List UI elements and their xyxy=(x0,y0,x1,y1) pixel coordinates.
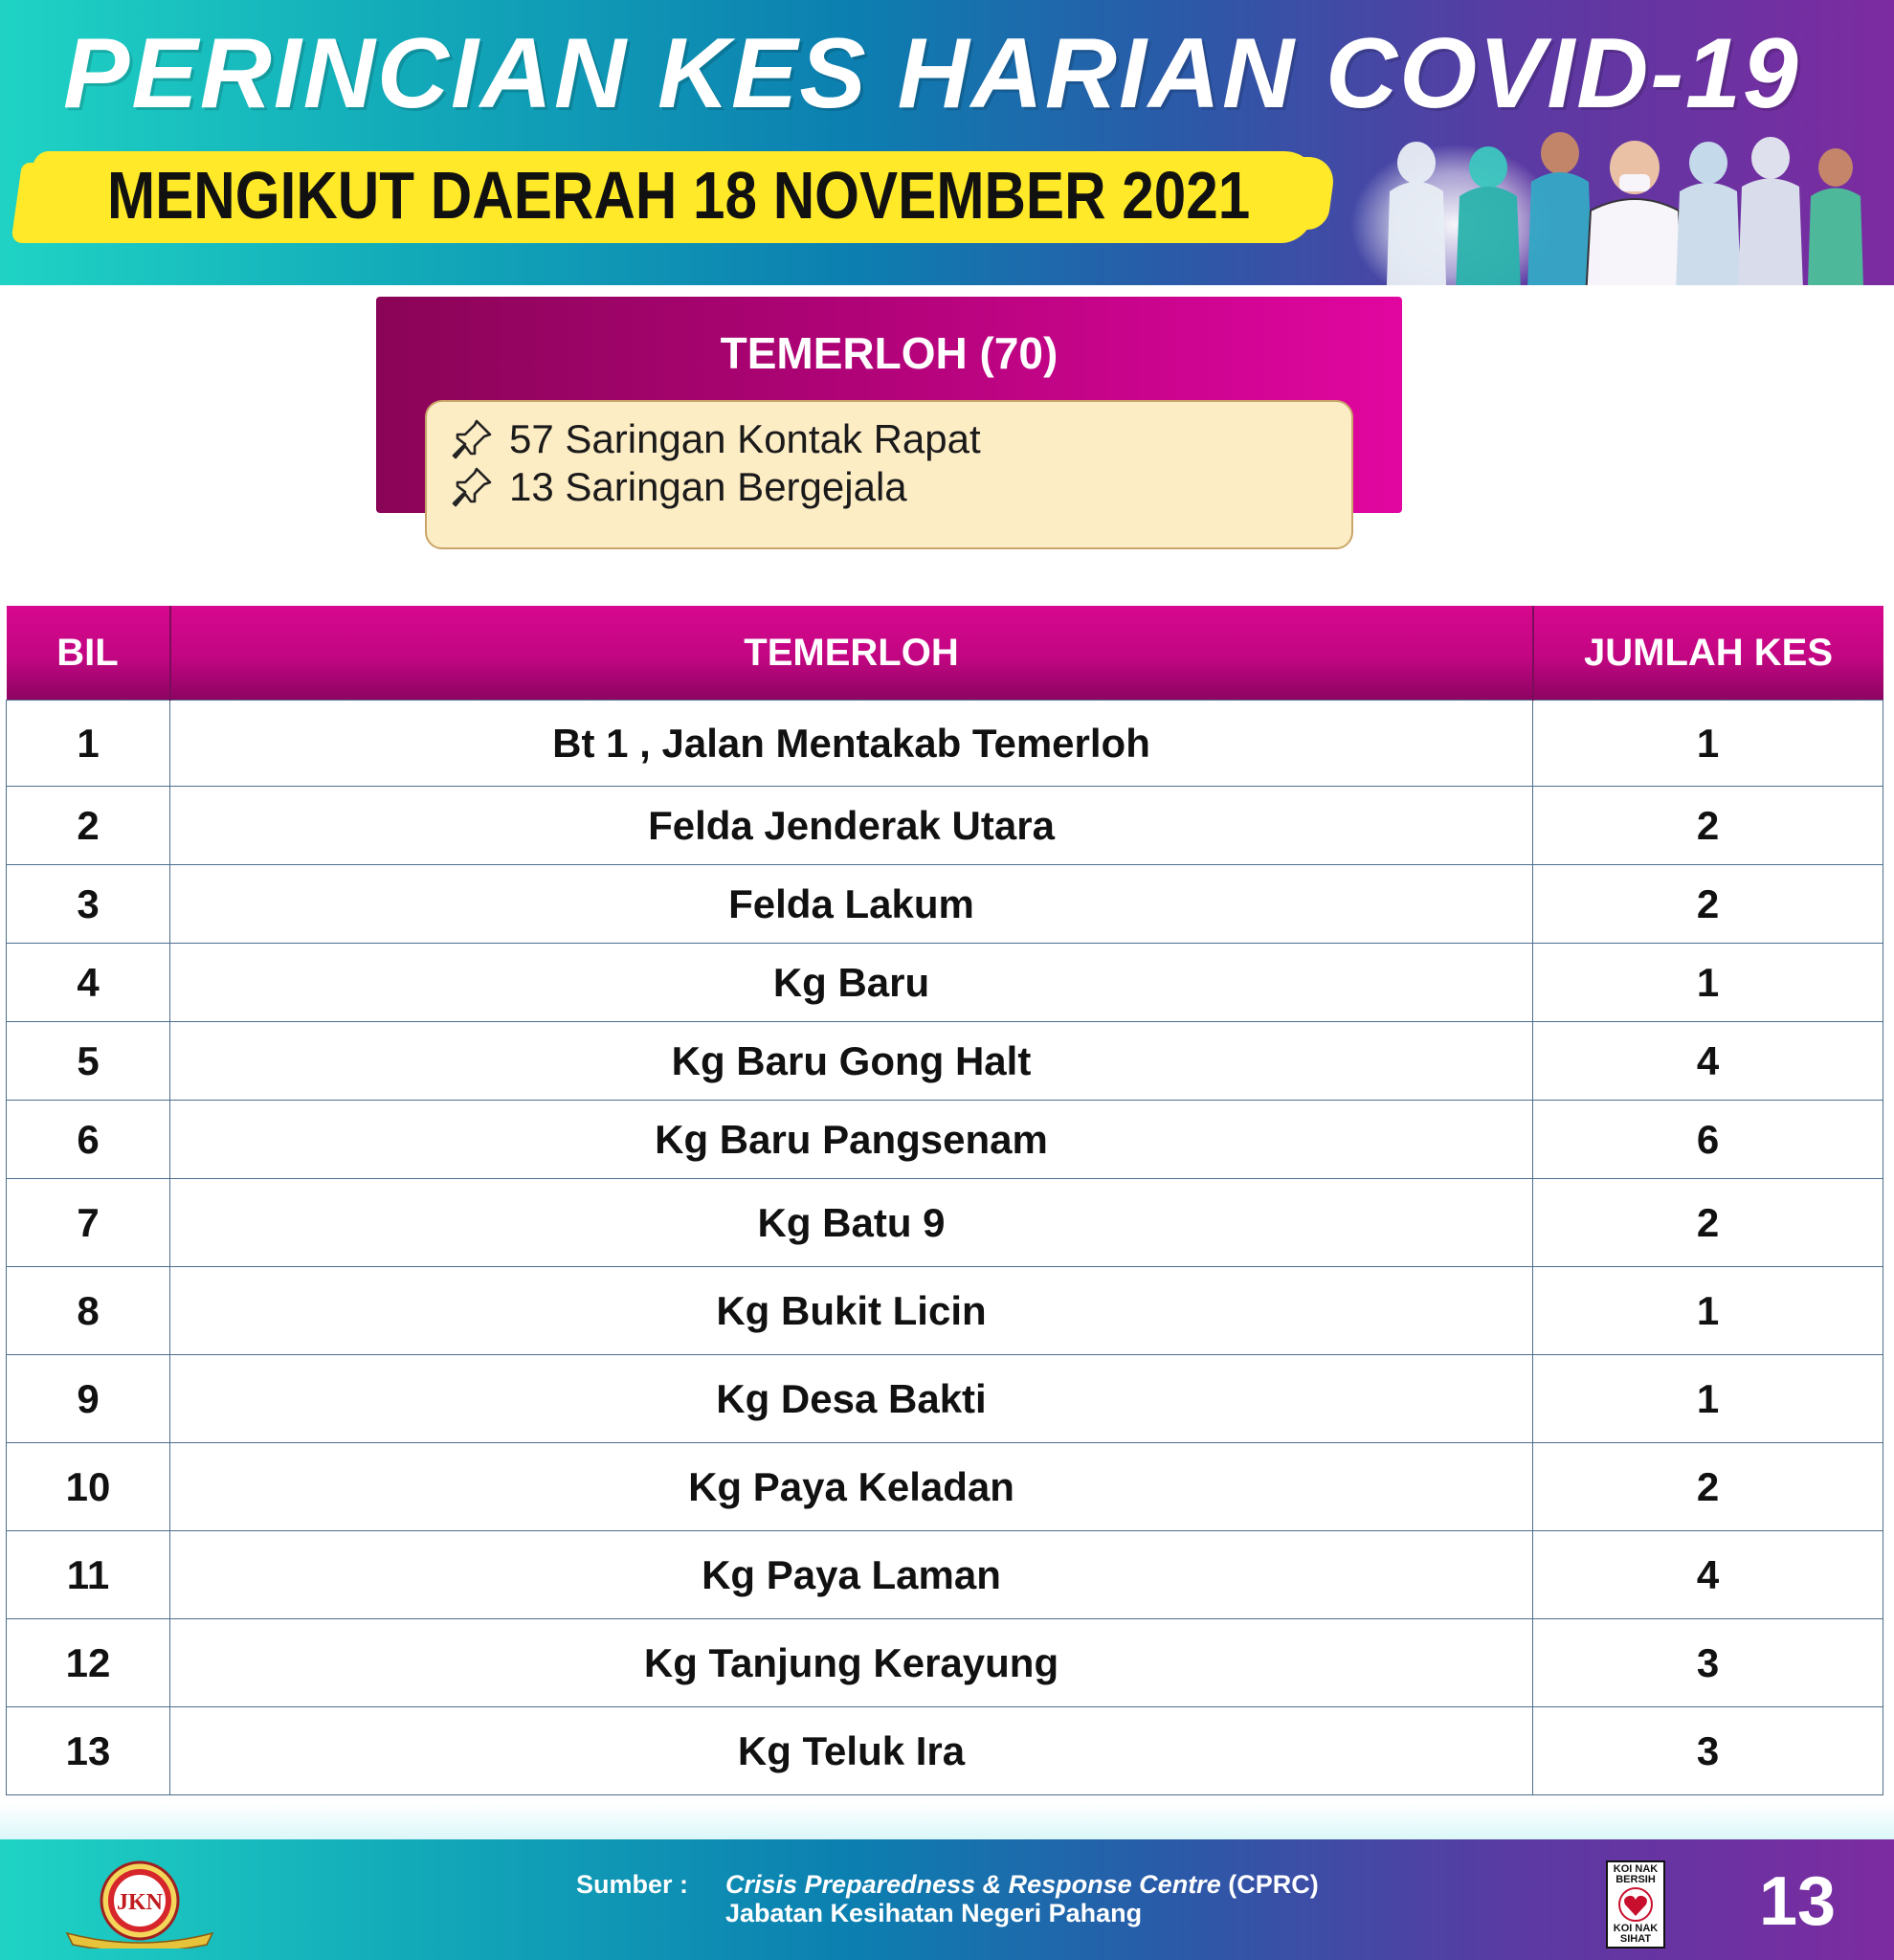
location-name: Kg Batu 9 xyxy=(170,1179,1533,1267)
location-name: Kg Teluk Ira xyxy=(170,1707,1533,1795)
symptomatic-screening: 13 Saringan Bergejala xyxy=(509,464,907,509)
location-name: Felda Jenderak Utara xyxy=(170,787,1533,865)
page-title: PERINCIAN KES HARIAN COVID-19 xyxy=(63,18,1800,129)
table-row xyxy=(7,1179,1883,1267)
column-header-bil: BIL xyxy=(7,606,170,701)
location-name: Kg Baru Pangsenam xyxy=(170,1101,1533,1179)
badge-bottom-text: KOI NAK SIHAT xyxy=(1613,1923,1659,1945)
location-name: Kg Baru Gong Halt xyxy=(170,1022,1533,1101)
koi-nak-sihat-badge xyxy=(1606,1860,1665,1949)
case-count: 6 xyxy=(1533,1101,1883,1179)
logo-initials: JKN xyxy=(117,1890,163,1915)
case-count: 1 xyxy=(1533,1355,1883,1443)
table-row xyxy=(7,787,1883,865)
close-contact-screening: 57 Saringan Kontak Rapat xyxy=(509,416,981,461)
page-number: 13 xyxy=(1759,1863,1837,1940)
table-row xyxy=(7,1443,1883,1531)
column-header-cases: JUMLAH KES xyxy=(1533,606,1883,701)
case-count: 2 xyxy=(1533,865,1883,944)
row-number: 10 xyxy=(7,1443,170,1531)
location-name: Felda Lakum xyxy=(170,865,1533,944)
row-number: 4 xyxy=(7,944,170,1022)
location-name: Kg Desa Bakti xyxy=(170,1355,1533,1443)
table-header-row xyxy=(7,606,1883,701)
row-number: 1 xyxy=(7,701,170,787)
row-number: 3 xyxy=(7,865,170,944)
footer-fade xyxy=(0,1804,1894,1842)
row-number: 6 xyxy=(7,1101,170,1179)
location-name: Kg Paya Keladan xyxy=(170,1443,1533,1531)
row-number: 9 xyxy=(7,1355,170,1443)
table-row xyxy=(7,701,1883,787)
location-name: Kg Bukit Licin xyxy=(170,1267,1533,1355)
location-name: Kg Paya Laman xyxy=(170,1531,1533,1619)
row-number: 2 xyxy=(7,787,170,865)
table-row xyxy=(7,1022,1883,1101)
heart-icon xyxy=(1616,1887,1655,1922)
case-count: 4 xyxy=(1533,1022,1883,1101)
healthcare-workers-illustration xyxy=(1378,124,1876,285)
location-name: Bt 1 , Jalan Mentakab Temerloh xyxy=(170,701,1533,787)
table-row xyxy=(7,865,1883,944)
row-number: 5 xyxy=(7,1022,170,1101)
row-number: 12 xyxy=(7,1619,170,1707)
badge-top-text: KOI NAK BERSIH xyxy=(1613,1863,1659,1885)
cases-table xyxy=(6,606,1883,1795)
row-number: 8 xyxy=(7,1267,170,1355)
source-label: Sumber : xyxy=(576,1870,689,1899)
table-row xyxy=(7,1707,1883,1795)
pushpin-icon xyxy=(448,415,496,463)
page-header xyxy=(0,0,1894,285)
location-name: Kg Baru xyxy=(170,944,1533,1022)
district-title: TEMERLOH (70) xyxy=(720,328,1058,378)
table-row xyxy=(7,1619,1883,1707)
case-count: 1 xyxy=(1533,701,1883,787)
row-number: 7 xyxy=(7,1179,170,1267)
source-org-abbr: (CPRC) xyxy=(1220,1870,1319,1899)
row-number: 13 xyxy=(7,1707,170,1795)
screening-breakdown-box xyxy=(425,400,1353,549)
case-count: 2 xyxy=(1533,1443,1883,1531)
list-item xyxy=(448,463,907,511)
case-count: 3 xyxy=(1533,1619,1883,1707)
source-department: Jabatan Kesihatan Negeri Pahang xyxy=(725,1899,1143,1927)
page-subtitle: MENGIKUT DAERAH 18 NOVEMBER 2021 xyxy=(107,158,1251,233)
table-row xyxy=(7,1355,1883,1443)
table-row xyxy=(7,1267,1883,1355)
location-name: Kg Tanjung Kerayung xyxy=(170,1619,1533,1707)
case-count: 3 xyxy=(1533,1707,1883,1795)
case-count: 1 xyxy=(1533,944,1883,1022)
table-row xyxy=(7,944,1883,1022)
list-item xyxy=(448,415,981,463)
row-number: 11 xyxy=(7,1531,170,1619)
table-row xyxy=(7,1531,1883,1619)
case-count: 1 xyxy=(1533,1267,1883,1355)
case-count: 2 xyxy=(1533,1179,1883,1267)
table-row xyxy=(7,1101,1883,1179)
case-count: 4 xyxy=(1533,1531,1883,1619)
pushpin-icon xyxy=(448,463,496,511)
jkn-logo xyxy=(57,1857,222,1949)
case-count: 2 xyxy=(1533,787,1883,865)
source-org-name: Crisis Preparedness & Response Centre xyxy=(725,1870,1221,1899)
source-organization xyxy=(725,1870,1319,1900)
column-header-location: TEMERLOH xyxy=(170,606,1533,701)
